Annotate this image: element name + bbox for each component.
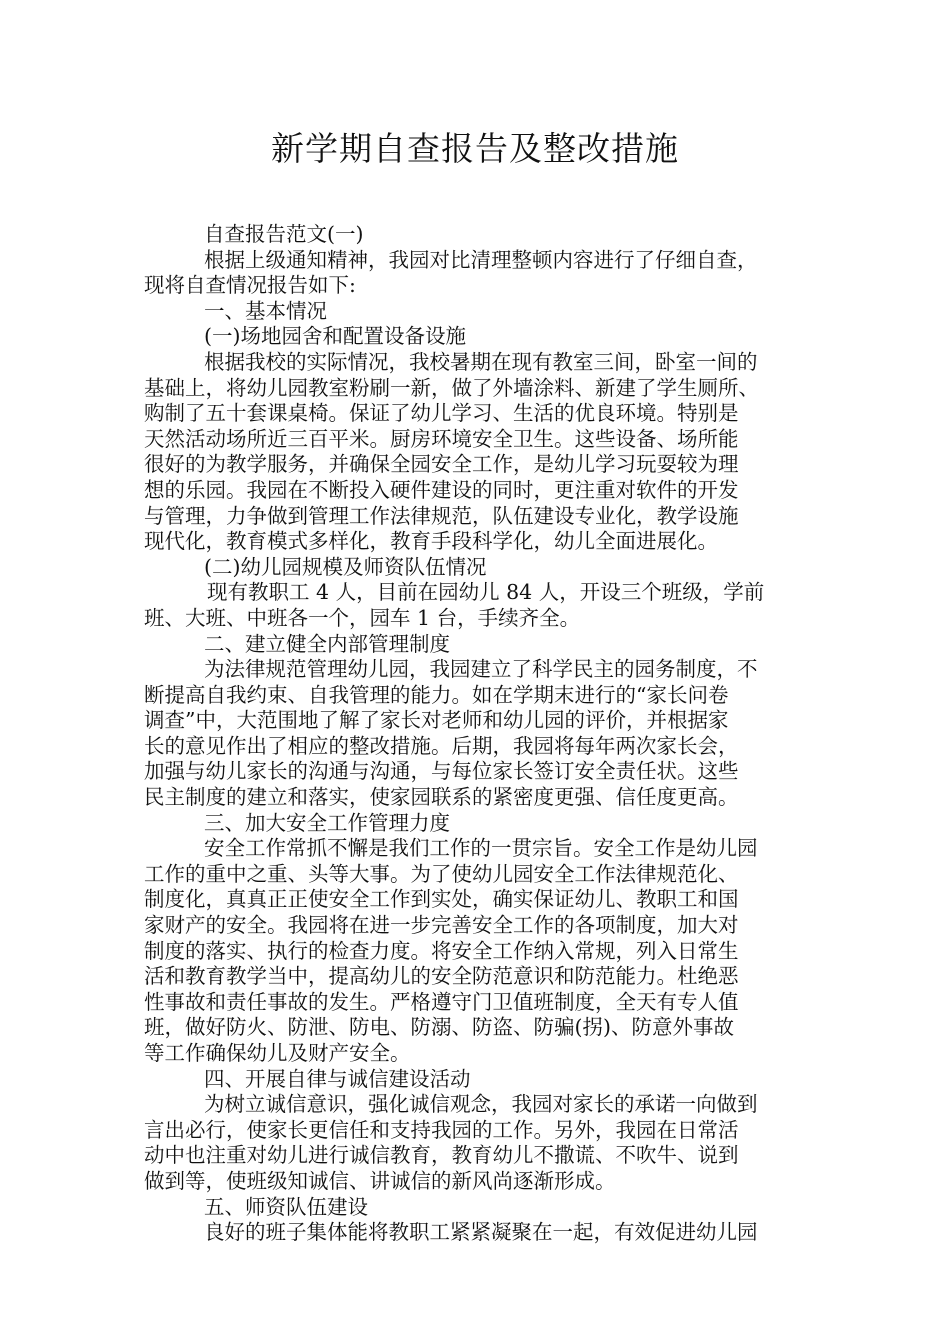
text-line: 为树立诚信意识，强化诚信观念，我园对家长的承诺一向做到 — [204, 1092, 758, 1117]
text-line: 三、加大安全工作管理力度 — [204, 810, 450, 835]
text-line: 班、大班、中班各一个，园车 1 台，手续齐全。 — [144, 605, 581, 630]
text-line: 购制了五十套课桌椅。保证了幼儿学习、生活的优良环境。特别是 — [144, 401, 739, 426]
text-line: 根据上级通知精神，我园对比清理整顿内容进行了仔细自查， — [204, 247, 758, 272]
text-line: 调查”中，大范围地了解了家长对老师和幼儿园的评价，并根据家 — [144, 708, 729, 733]
text-line: 安全工作常抓不懈是我们工作的一贯宗旨。安全工作是幼儿园 — [204, 836, 758, 861]
text-line: 现有教职工 4 人，目前在园幼儿 84 人，开设三个班级，学前 — [207, 580, 765, 605]
text-line: 断提高自我约束、自我管理的能力。如在学期末进行的“家长问卷 — [144, 682, 729, 707]
text-line: 制度化，真真正正使安全工作到实处，确实保证幼儿、教职工和国 — [144, 887, 739, 912]
text-line: 一、基本情况 — [204, 298, 327, 323]
text-line: 家财产的安全。我园将在进一步完善安全工作的各项制度，加大对 — [144, 913, 739, 938]
text-line: (一)场地园舍和配置设备设施 — [204, 324, 466, 349]
text-line: 自查报告范文(一) — [204, 222, 364, 246]
text-line: 二、建立健全内部管理制度 — [204, 631, 450, 656]
text-line: 民主制度的建立和落实，使家园联系的紧密度更强、信任度更高。 — [144, 785, 739, 810]
text-line: 长的意见作出了相应的整改措施。后期，我园将每年两次家长会， — [144, 733, 739, 758]
text-line: 活和教育教学当中，提高幼儿的安全防范意识和防范能力。杜绝恶 — [144, 964, 739, 989]
document-body — [144, 222, 810, 1246]
text-line: 工作的重中之重、头等大事。为了使幼儿园安全工作法律规范化、 — [144, 861, 739, 886]
text-line: 性事故和责任事故的发生。严格遵守门卫值班制度，全天有专人值 — [144, 989, 739, 1014]
text-line: 天然活动场所近三百平米。厨房环境安全卫生。这些设备、场所能 — [144, 426, 739, 451]
text-line: 班，做好防火、防泄、防电、防溺、防盗、防骗(拐)、防意外事故 — [144, 1015, 734, 1040]
document-title: 新学期自查报告及整改措施 — [271, 129, 679, 168]
text-line: 加强与幼儿家长的沟通与沟通，与每位家长签订安全责任状。这些 — [144, 759, 739, 784]
text-line: 想的乐园。我园在不断投入硬件建设的同时，更注重对软件的开发 — [144, 477, 739, 502]
text-line: 四、开展自律与诚信建设活动 — [204, 1066, 471, 1091]
text-line: 很好的为教学服务，并确保全园安全工作，是幼儿学习玩耍较为理 — [144, 452, 739, 477]
text-line: 言出必行，使家长更信任和支持我园的工作。另外，我园在日常活 — [144, 1117, 739, 1142]
text-line: 根据我校的实际情况，我校暑期在现有教室三间，卧室一间的 — [204, 349, 758, 374]
text-line: 做到等，使班级知诚信、讲诚信的新风尚逐渐形成。 — [144, 1168, 616, 1193]
text-line: 现代化，教育模式多样化，教育手段科学化，幼儿全面进展化。 — [144, 529, 718, 554]
text-line: 为法律规范管理幼儿园，我园建立了科学民主的园务制度，不 — [204, 657, 758, 682]
text-line: (二)幼儿园规模及师资队伍情况 — [204, 554, 487, 579]
text-line: 与管理，力争做到管理工作法律规范，队伍建设专业化，教学设施 — [144, 503, 739, 528]
text-line: 动中也注重对幼儿进行诚信教育，教育幼儿不撒谎、不吹牛、说到 — [144, 1143, 739, 1168]
text-line: 现将自查情况报告如下: — [144, 273, 356, 298]
text-line: 良好的班子集体能将教职工紧紧凝聚在一起，有效促进幼儿园 — [204, 1220, 758, 1245]
text-line: 等工作确保幼儿及财产安全。 — [144, 1041, 411, 1065]
text-line: 五、师资队伍建设 — [204, 1194, 368, 1219]
text-line: 制度的落实、执行的检查力度。将安全工作纳入常规，列入日常生 — [144, 938, 739, 963]
text-line: 基础上，将幼儿园教室粉刷一新，做了外墙涂料、新建了学生厕所、 — [144, 375, 759, 400]
